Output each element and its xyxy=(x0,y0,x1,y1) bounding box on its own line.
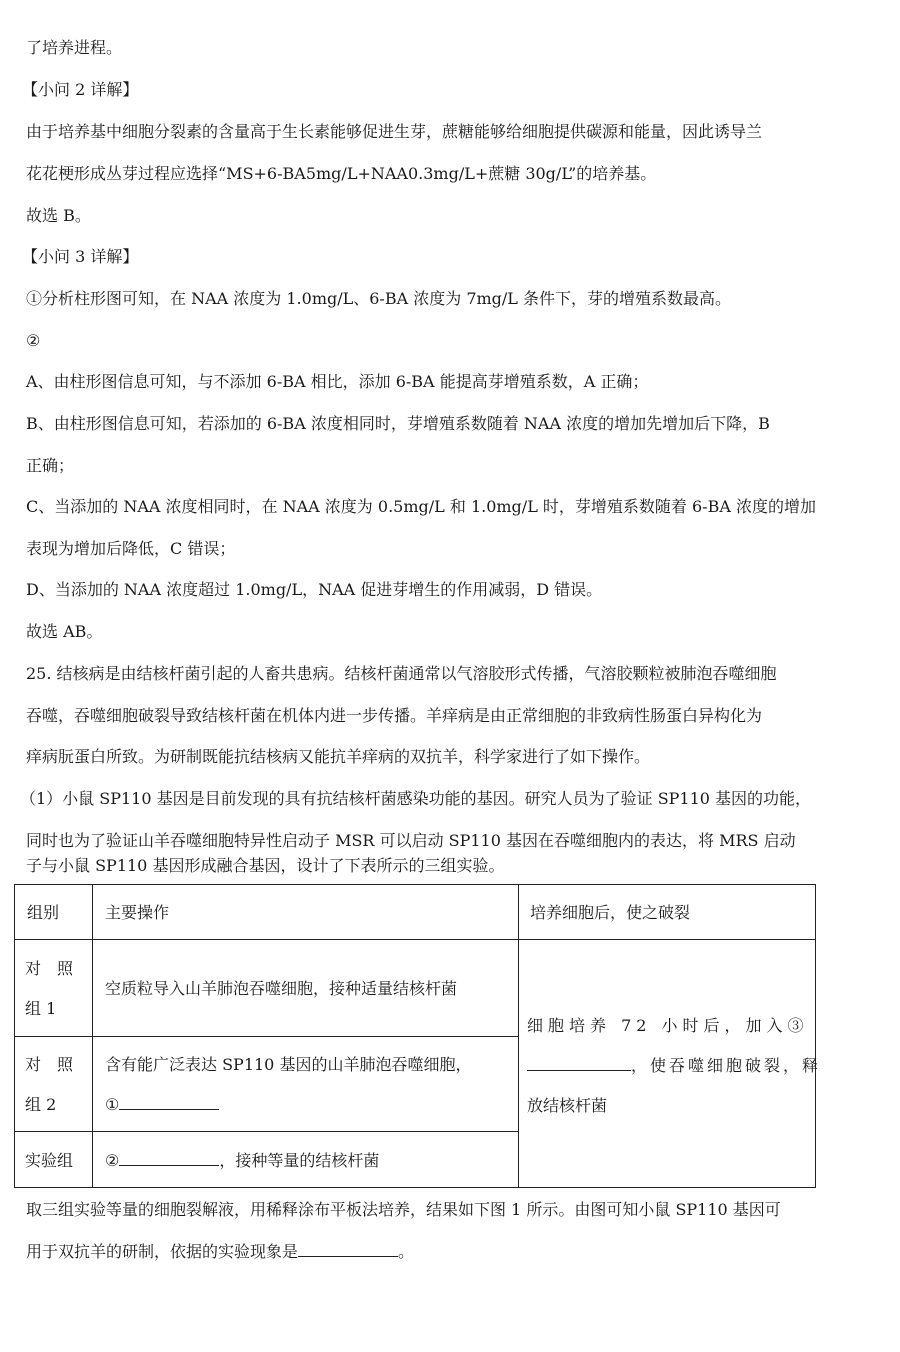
lysis-line2: ，使吞噬细胞破裂，释 xyxy=(631,1056,822,1075)
row1-group-line1: 对 照 xyxy=(25,959,74,978)
question-stem: 痒病朊蛋白所致。为研制既能抗结核病又能抗羊痒病的双抗羊，科学家进行了如下操作。 xyxy=(26,747,651,766)
text-line: 了培养进程。 xyxy=(26,38,123,57)
row3-group: 实验组 xyxy=(25,1151,74,1170)
text-line: B、由柱形图信息可知，若添加的 6-BA 浓度相同时，芽增殖系数随着 NAA 浓度的增加先增加后下降，B xyxy=(26,414,770,433)
answer-blank-2[interactable] xyxy=(119,1151,219,1166)
row2-group-line2: 组 2 xyxy=(25,1095,57,1114)
question-part: 用于双抗羊的研制，依据的实验现象是 xyxy=(26,1242,299,1261)
header-operation: 主要操作 xyxy=(105,903,170,922)
row2-operation: 含有能广泛表达 SP110 基因的山羊肺泡吞噬细胞， xyxy=(105,1055,472,1074)
question-part: 取三组实验等量的细胞裂解液，用稀释涂布平板法培养，结果如下图 1 所示。由图可知小鼠 SP110 基因可 xyxy=(26,1200,781,1219)
question-stem: 吞噬，吞噬细胞破裂导致结核杆菌在机体内进一步传播。羊痒病是由正常细胞的非致病性肠蛋白异构化为 xyxy=(26,706,763,725)
question-part: 子与小鼠 SP110 基因形成融合基因，设计了下表所示的三组实验。 xyxy=(26,856,505,875)
section-heading: 【小问 2 详解】 xyxy=(22,80,139,99)
answer-blank-4[interactable] xyxy=(298,1242,398,1257)
question-part: 同时也为了验证山羊吞噬细胞特异性启动子 MSR 可以启动 SP110 基因在吞噬细胞内的表达，将 MRS 启动 xyxy=(26,831,796,850)
row3-operation-marker: ② xyxy=(105,1151,120,1170)
text-line: 花花梗形成丛芽过程应选择“MS+6-BA5mg/L+NAA0.3mg/L+蔗糖 30g/L”的培养基。 xyxy=(26,164,657,183)
row1-group-line2: 组 1 xyxy=(25,999,57,1018)
text-line: 表现为增加后降低，C 错误； xyxy=(26,539,236,558)
row1-operation: 空质粒导入山羊肺泡吞噬细胞，接种适量结核杆菌 xyxy=(105,979,458,998)
row2-group-line1: 对 照 xyxy=(25,1055,74,1074)
text-line: 故选 B。 xyxy=(26,206,91,225)
header-lysis: 培养细胞后，使之破裂 xyxy=(530,903,691,922)
row3-operation-text: ，接种等量的结核杆菌 xyxy=(219,1151,380,1170)
answer-blank-1[interactable] xyxy=(119,1095,219,1110)
section-heading: 【小问 3 详解】 xyxy=(22,247,139,266)
question-stem: 25. 结核病是由结核杆菌引起的人畜共患病。结核杆菌通常以气溶胶形式传播，气溶胶颗粒被肺泡吞噬细胞 xyxy=(26,664,777,683)
question-part: （1）小鼠 SP110 基因是目前发现的具有抗结核杆菌感染功能的基因。研究人员为了验证 SP110 基因的功能， xyxy=(20,789,812,808)
row2-operation-blank-label: ① xyxy=(105,1095,120,1114)
experiment-table xyxy=(14,884,822,1188)
lysis-line3: 放结核杆菌 xyxy=(527,1096,608,1115)
lysis-line1: 细胞培养 72 小时后，加入③ xyxy=(527,1016,809,1035)
text-line: 正确； xyxy=(26,456,75,475)
text-line: D、当添加的 NAA 浓度超过 1.0mg/L，NAA 促进芽增生的作用减弱，D 错误。 xyxy=(26,580,603,599)
text-line: ② xyxy=(26,331,41,350)
question-part-end: 。 xyxy=(398,1242,415,1261)
text-line: A、由柱形图信息可知，与不添加 6-BA 相比，添加 6-BA 能提高芽增殖系数，A 正确； xyxy=(26,372,649,391)
answer-blank-3[interactable] xyxy=(527,1056,631,1071)
text-line: C、当添加的 NAA 浓度相同时，在 NAA 浓度为 0.5mg/L 和 1.0mg/L 时，芽增殖系数随着 6-BA 浓度的增加 xyxy=(26,497,816,516)
header-group: 组别 xyxy=(27,903,60,922)
text-line: 故选 AB。 xyxy=(26,622,103,641)
text-line: ①分析柱形图可知，在 NAA 浓度为 1.0mg/L、6-BA 浓度为 7mg/L 条件下，芽的增殖系数最高。 xyxy=(26,289,732,308)
text-line: 由于培养基中细胞分裂素的含量高于生长素能够促进生芽，蔗糖能够给细胞提供碳源和能量，因此诱导兰 xyxy=(26,122,763,141)
